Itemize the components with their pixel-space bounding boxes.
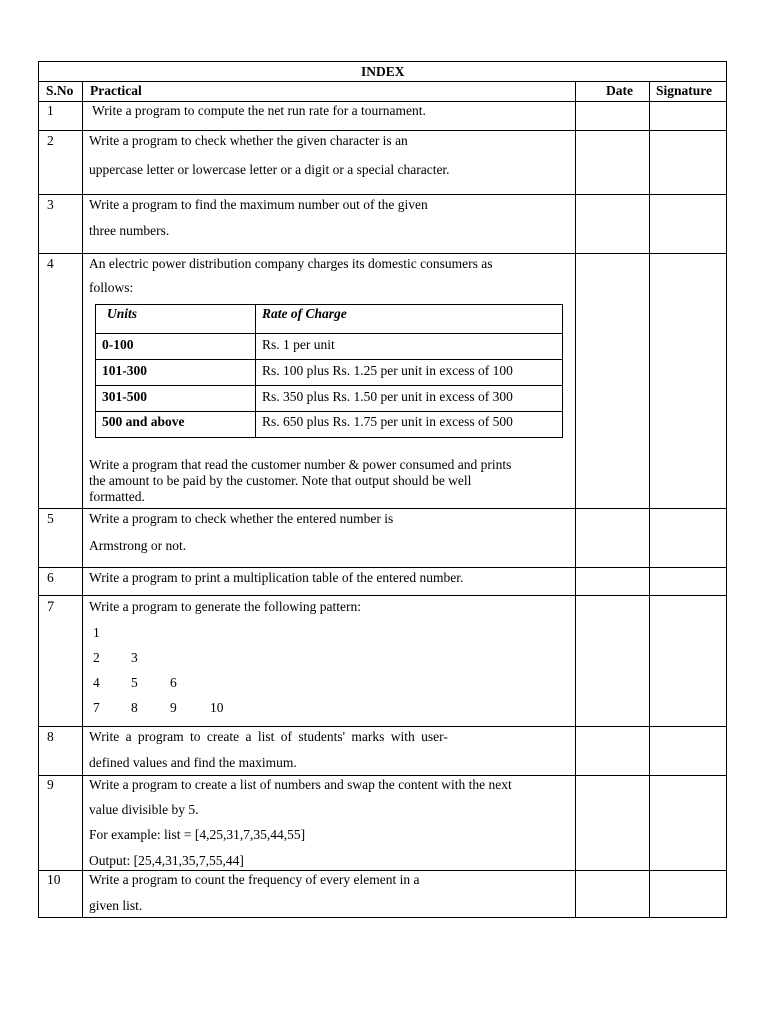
rate-table-rate-cell: Rs. 650 plus Rs. 1.75 per unit in excess of 500 <box>262 414 513 429</box>
practical-text: Write a program that read the customer number & power consumed and prints <box>89 457 512 472</box>
table-border-right <box>726 61 727 918</box>
row-number: 4 <box>47 256 54 271</box>
practical-text: follows: <box>89 280 134 295</box>
practical-text: uppercase letter or lowercase letter or a digit or a special character. <box>89 162 450 177</box>
practical-text: given list. <box>89 898 143 913</box>
practical-text: For example: list = [4,25,31,7,35,44,55] <box>89 827 306 842</box>
rate-table-rate-cell: Rs. 350 plus Rs. 1.50 per unit in excess of 300 <box>262 389 513 404</box>
row-number: 9 <box>47 777 54 792</box>
practical-text: Write a program to compute the net run rate for a tournament. <box>92 103 426 118</box>
rate-table-column-divider <box>255 304 256 438</box>
practical-text: Write a program to count the frequency of every element in a <box>89 872 420 887</box>
header-signature: Signature <box>656 83 713 98</box>
pattern-number: 8 <box>131 700 138 715</box>
pattern-number: 1 <box>93 625 100 640</box>
rate-table-divider <box>95 411 562 412</box>
practical-text: An electric power distribution company charges its domestic consumers as <box>89 256 493 271</box>
practical-text: Write a program to check whether the entered number is <box>89 511 394 526</box>
row-divider <box>38 194 727 195</box>
row-divider <box>38 870 727 871</box>
row-number: 6 <box>47 570 54 585</box>
practical-text: Output: [25,4,31,35,7,55,44] <box>89 853 244 868</box>
pattern-number: 9 <box>170 700 177 715</box>
rate-table-border-top <box>95 304 562 305</box>
table-border-bottom <box>38 917 727 918</box>
rate-table-divider <box>95 359 562 360</box>
row-divider <box>38 253 727 254</box>
rate-table-units-cell: 301-500 <box>102 389 147 404</box>
row-divider <box>38 595 727 596</box>
rate-table-border-right <box>562 304 563 438</box>
row-divider <box>38 508 727 509</box>
practical-text: three numbers. <box>89 223 170 238</box>
rate-table-header-rate: Rate of Charge <box>262 306 347 321</box>
practical-text: Write a program to generate the following pattern: <box>89 599 361 614</box>
practical-text: Write a program to create a list of students' marks with user- <box>89 729 448 744</box>
practical-text: Write a program to check whether the given character is an <box>89 133 408 148</box>
row-divider <box>38 101 727 102</box>
header-practical: Practical <box>90 83 142 98</box>
row-number: 1 <box>47 103 54 118</box>
row-divider <box>38 775 727 776</box>
rate-table-units-cell: 0-100 <box>102 337 134 352</box>
rate-table-border-left <box>95 304 96 438</box>
date-column-divider <box>575 81 576 918</box>
practical-text: value divisible by 5. <box>89 802 199 817</box>
pattern-number: 2 <box>93 650 100 665</box>
practical-text: Write a program to find the maximum number out of the given <box>89 197 428 212</box>
index-title: INDEX <box>361 64 405 79</box>
pattern-number: 4 <box>93 675 100 690</box>
practical-text: formatted. <box>89 489 145 504</box>
row-number: 10 <box>47 872 61 887</box>
row-number: 5 <box>47 511 54 526</box>
pattern-number: 3 <box>131 650 138 665</box>
sno-column-divider <box>82 81 83 918</box>
pattern-number: 10 <box>210 700 224 715</box>
table-border-left <box>38 61 39 918</box>
signature-column-divider <box>649 81 650 918</box>
pattern-number: 6 <box>170 675 177 690</box>
row-divider <box>38 130 727 131</box>
rate-table-header-units: Units <box>107 306 138 321</box>
practical-text: Write a program to print a multiplication table of the entered number. <box>89 570 464 585</box>
rate-table-rate-cell: Rs. 1 per unit <box>262 337 335 352</box>
header-date: Date <box>606 83 633 98</box>
row-divider <box>38 567 727 568</box>
practical-text: the amount to be paid by the customer. Note that output should be well <box>89 473 472 488</box>
rate-table-divider <box>95 385 562 386</box>
rate-table-border-bottom <box>95 437 562 438</box>
header-sno: S.No <box>46 83 74 98</box>
header-divider <box>38 81 727 82</box>
row-divider <box>38 726 727 727</box>
practical-text: Write a program to create a list of numbers and swap the content with the next <box>89 777 512 792</box>
pattern-number: 5 <box>131 675 138 690</box>
row-number: 2 <box>47 133 54 148</box>
rate-table-rate-cell: Rs. 100 plus Rs. 1.25 per unit in excess of 100 <box>262 363 513 378</box>
pattern-number: 7 <box>93 700 100 715</box>
rate-table-units-cell: 101-300 <box>102 363 147 378</box>
rate-table-divider <box>95 333 562 334</box>
rate-table-units-cell: 500 and above <box>102 414 185 429</box>
row-number: 8 <box>47 729 54 744</box>
table-border-top <box>38 61 727 62</box>
row-number: 3 <box>47 197 54 212</box>
row-number: 7 <box>47 599 55 615</box>
practical-text: defined values and find the maximum. <box>89 755 297 770</box>
practical-text: Armstrong or not. <box>89 538 187 553</box>
